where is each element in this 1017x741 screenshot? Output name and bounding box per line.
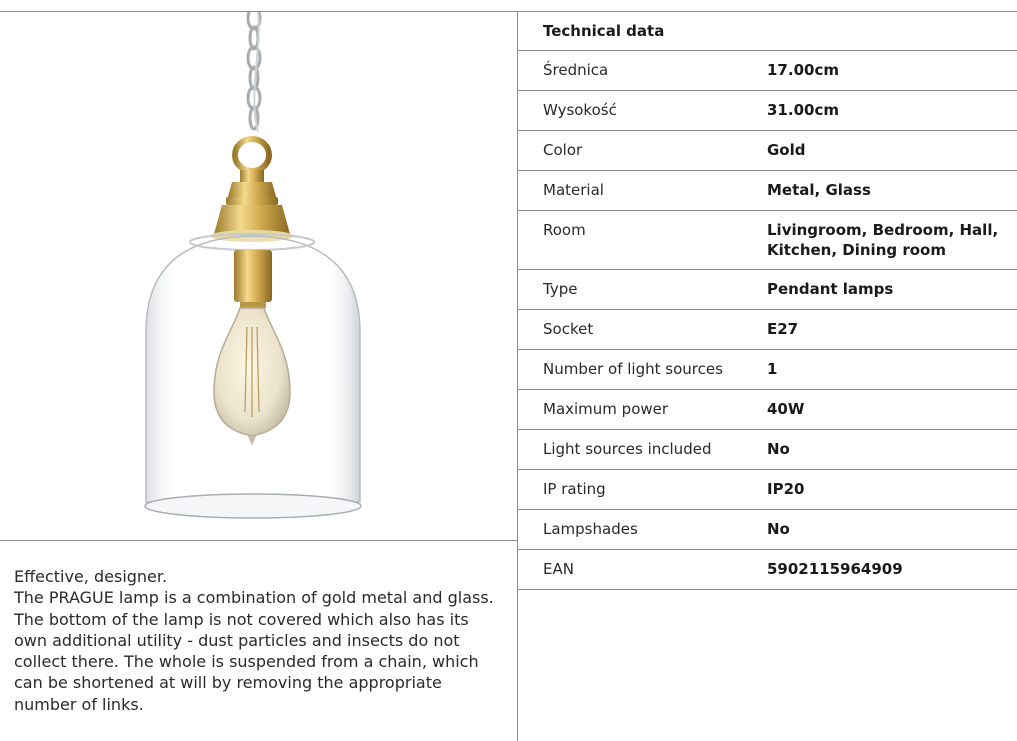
spec-value: No (767, 520, 790, 538)
spec-label: Maximum power (543, 400, 669, 418)
spec-row-room (518, 211, 1017, 270)
spec-label: Number of light sources (543, 360, 723, 378)
spec-row-material (518, 171, 1017, 211)
spec-row-light-sources-count (518, 350, 1017, 390)
spec-label: Type (543, 280, 578, 298)
spec-label: Color (543, 141, 583, 159)
spec-row-color (518, 131, 1017, 171)
spec-row-light-sources-included (518, 430, 1017, 470)
technical-data-header (518, 12, 1017, 51)
spec-value: 31.00cm (767, 101, 839, 119)
spec-row-lampshades (518, 510, 1017, 550)
spec-row-diameter (518, 51, 1017, 91)
e27-socket (234, 250, 272, 302)
spec-value: 17.00cm (767, 61, 839, 79)
pendant-lamp-illustration (0, 12, 517, 540)
product-description (14, 566, 504, 715)
technical-data-table (518, 12, 1017, 590)
description-line: The bottom of the lamp is not covered which also has its own additional utility - dust particles and insects do not collect there. The whole is suspended from a chain, which can be shortened at will by removing the appropriate number of links. (14, 609, 479, 714)
gold-fitting (210, 170, 294, 242)
spec-label: Średnica (543, 61, 609, 79)
spec-value: 40W (767, 400, 805, 418)
spec-label: Material (543, 181, 604, 199)
description-line: Effective, designer. (14, 567, 168, 586)
frame-image-description-divider (0, 540, 517, 541)
spec-label: Light sources included (543, 440, 712, 458)
spec-value: 1 (767, 360, 778, 378)
spec-value: IP20 (767, 480, 805, 498)
spec-label: Wysokość (543, 101, 617, 119)
spec-label: Socket (543, 320, 594, 338)
spec-row-type (518, 270, 1017, 310)
spec-value: Pendant lamps (767, 280, 894, 298)
spec-label: IP rating (543, 480, 606, 498)
spec-value: No (767, 440, 790, 458)
spec-row-socket (518, 310, 1017, 350)
spec-row-ean (518, 550, 1017, 590)
spec-value: Metal, Glass (767, 181, 871, 199)
spec-row-maximum-power (518, 390, 1017, 430)
spec-value: 5902115964909 (767, 560, 903, 578)
spec-label: Lampshades (543, 520, 638, 538)
spec-label: EAN (543, 560, 574, 578)
product-image (0, 12, 517, 540)
spec-label: Room (543, 221, 586, 239)
description-line: The PRAGUE lamp is a combination of gold metal and glass. (14, 588, 494, 608)
spec-value: Livingroom, Bedroom, Hall, Kitchen, Dining room (767, 221, 999, 259)
technical-data-title: Technical data (543, 22, 665, 40)
spec-value: Gold (767, 141, 806, 159)
hanging-ring (235, 139, 269, 171)
spec-value: E27 (767, 320, 799, 338)
spec-row-ip-rating (518, 470, 1017, 510)
spec-row-height (518, 91, 1017, 131)
